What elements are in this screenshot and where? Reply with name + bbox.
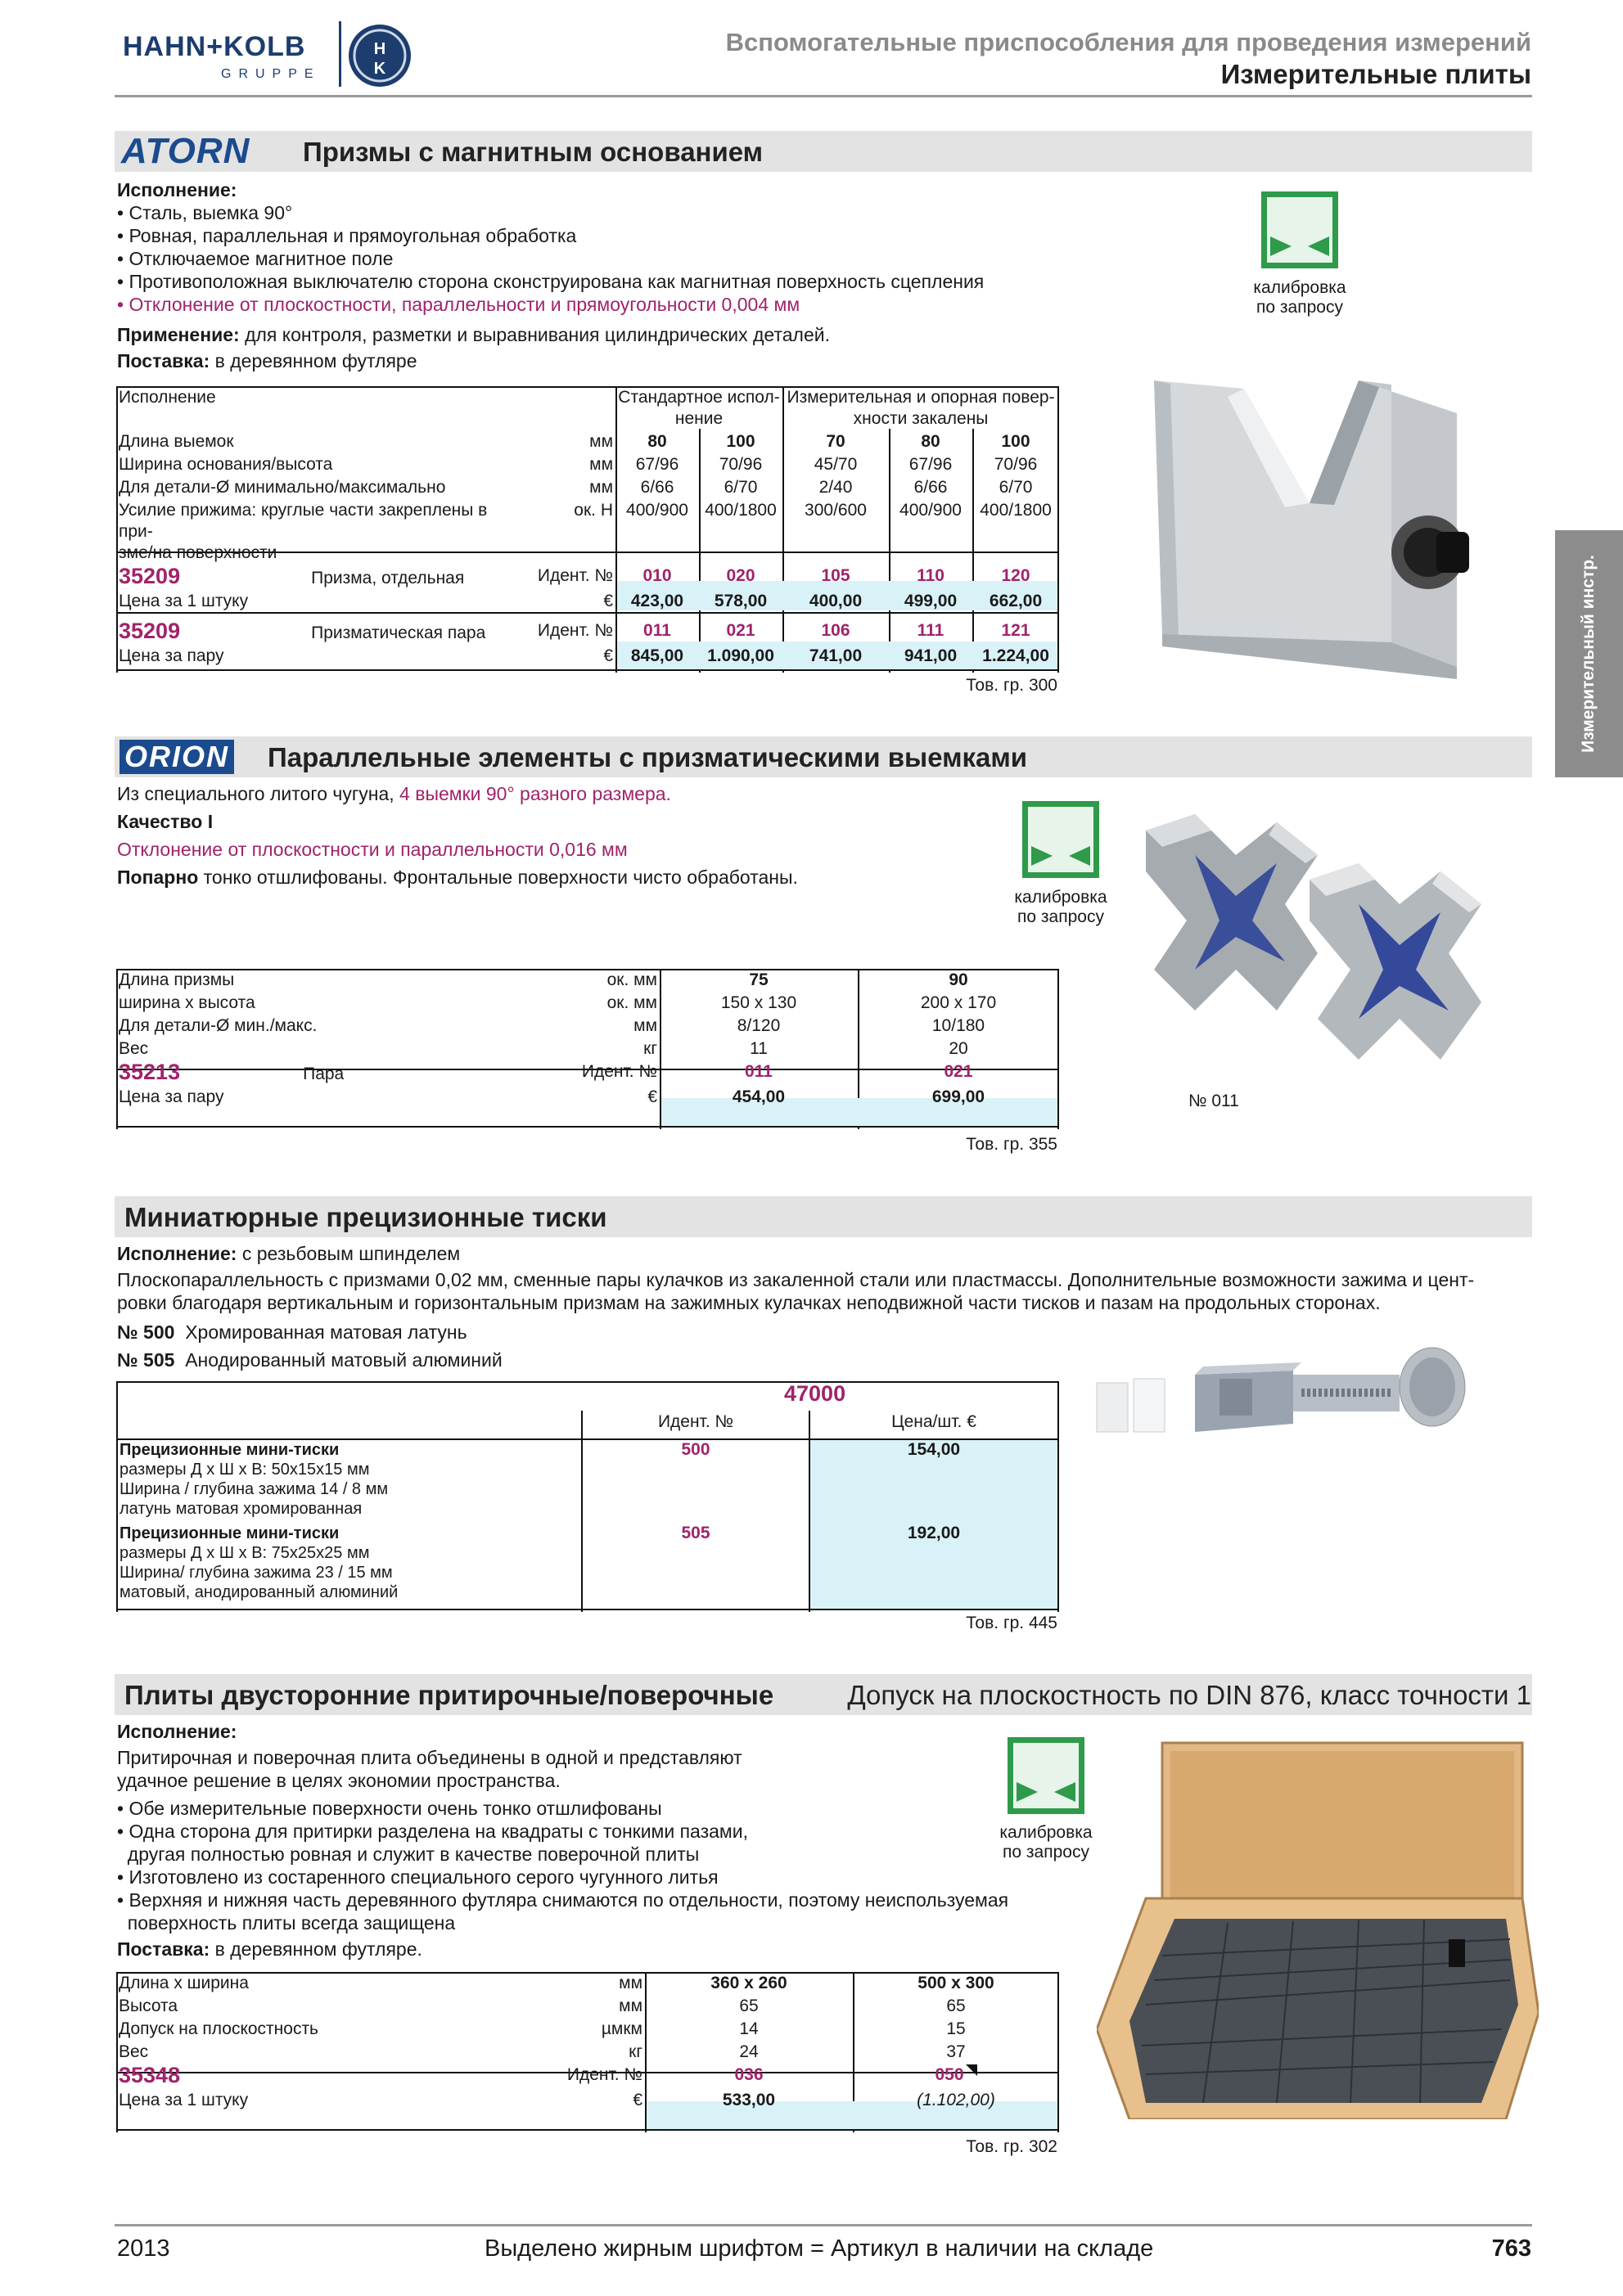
section3-description: Плоскопараллельность с призмами 0,02 мм, сменные пары кулачков из закаленной стали или пластмассы. Дополнительные возможности зажима и цент- ровки благодаря вертикальным и горизонтальным призмам на зажимных кулачках неподвижной части тисков и пазам на продольных сторонах. <box>117 1269 1475 1313</box>
table-row: Прецизионные мини-тиски размеры Д x Ш x В: 75x25x25 мм Ширина/ глубина зажима 23 / 15 мм матовый, анодированный алюминий <box>119 1524 399 1601</box>
table-row: Высота мм 65 65 <box>119 1997 966 2015</box>
header-rule <box>115 95 1532 97</box>
footer-note: Выделено жирным шрифтом = Артикул в наличии на складе <box>485 2235 1154 2262</box>
bullet-item: • Противоположная выключателю сторона сконструирована как магнитная поверхность сцепления <box>117 271 985 292</box>
price-value: 154,00 <box>907 1440 961 1459</box>
ident-number: 505 <box>681 1524 710 1542</box>
image-caption: № 011 <box>1188 1092 1239 1110</box>
section3-title: Миниатюрные прецизионные тиски <box>124 1202 607 1232</box>
section2-spec-table <box>116 969 1059 1115</box>
bullet-item: • Ровная, параллельная и прямоугольная обработка <box>117 225 577 246</box>
section4-bullets <box>117 1797 1099 1934</box>
product-group-label: Тов. гр. 355 <box>966 1135 1057 1154</box>
ident-number: 500 <box>681 1440 710 1459</box>
calibration-note: калибровка по запросу <box>1253 278 1346 317</box>
article-number: 35213 <box>119 1060 181 1084</box>
bullet-item: • Изготовлено из состаренного специального серого чугунного литья <box>117 1866 719 1888</box>
svg-text:H: H <box>373 40 386 58</box>
brand-atorn-logo: ATORN <box>121 131 250 171</box>
bullet-item: • Верхняя и нижняя часть деревянного футляра снимаются по отдельности, поэтому неиспользуемая поверхность плиты всегда защищена <box>117 1889 1009 1934</box>
section2-deviation: Отклонение от плоскостности и параллельности 0,016 мм <box>117 839 628 860</box>
table-row: Прецизионные мини-тиски размеры Д x Ш x В: 50x15x15 мм Ширина / глубина зажима 14 / 8 мм латунь матовая хромированная <box>119 1441 389 1518</box>
side-tab[interactable] <box>1555 530 1623 777</box>
calibration-note: калибровка по запросу <box>999 1823 1093 1862</box>
section1-application: Применение: для контроля, разметки и выравнивания цилиндрических деталей. <box>117 324 830 345</box>
section3-exec: Исполнение: с резьбовым шпинделем <box>117 1243 461 1264</box>
calibration-icon <box>1021 800 1100 879</box>
section2-title: Параллельные элементы с призматическими выемками <box>268 742 1028 772</box>
calibration-icon <box>1007 1736 1085 1815</box>
svg-text:K: K <box>373 60 386 78</box>
article-number: 35348 <box>119 2063 181 2087</box>
table-row: Длина призмы ок. мм 75 90 <box>119 970 968 989</box>
price-row: Цена за 1 штуку € 423,00 578,00 400,00 499,00 662,00 <box>119 592 1043 610</box>
calibration-icon <box>1260 191 1339 269</box>
bullet-item: • Обе измерительные поверхности очень тонко отшлифованы <box>117 1798 662 1819</box>
section1-supply: Поставка: в деревянном футляре <box>117 350 417 371</box>
table-row: Длина x ширина мм 360 x 260 500 x 300 <box>119 1974 994 1992</box>
section4-intro: Притирочная и поверочная плита объединены в одной и представляют удачное решение в целях экономии пространства. <box>117 1747 742 1791</box>
section1-title: Призмы с магнитным основанием <box>303 137 764 167</box>
product-group-label: Тов. гр. 302 <box>966 2137 1057 2156</box>
table-row: Для детали-Ø мин./макс. мм 8/120 10/180 <box>119 1016 985 1035</box>
section4-exec-label: Исполнение: <box>117 1721 237 1742</box>
table-row: Допуск на плоскостность µмкм 14 15 <box>119 2019 966 2038</box>
section2-pair-note: Попарно тонко отшлифованы. Фронтальные поверхности чисто обработаны. <box>117 867 798 888</box>
table-row: Ширина основания/высота мм 67/96 70/96 45/70 67/96 70/96 <box>119 455 1038 474</box>
brand-orion-logo: ORION <box>119 740 234 774</box>
section4-title: Плиты двусторонние притирочные/поверочные <box>124 1680 774 1710</box>
company-logo-text: HAHN+KOLB <box>123 31 306 62</box>
table-row: Для детали-Ø минимально/максимально мм 6/66 6/70 2/40 6/66 6/70 <box>119 478 1033 497</box>
product-image-magnetic-vblock <box>1146 364 1473 683</box>
footer-rule <box>115 2224 1532 2226</box>
side-tab-label: Измерительный инстр. <box>1579 555 1598 753</box>
price-row: Цена за пару € 845,00 1.090,00 741,00 941,00 1.224,00 <box>119 646 1049 665</box>
section1-spec-table <box>116 386 1059 668</box>
section4-title-right: Допуск на плоскостность по DIN 876, класс точности 1 <box>847 1680 1531 1710</box>
product-image-lapping-plate <box>1097 1735 1539 2119</box>
table-row: Вес кг 11 20 <box>119 1039 968 1058</box>
col-header-ident: Идент. № <box>657 1412 734 1431</box>
table-row: Усилие прижима: круглые части закреплены в при- зме/на поверхности ок. Н 400/900 400/1800 300/600 400/900 400/1800 <box>119 501 1052 562</box>
table-row: ширина x высота ок. мм 150 x 130 200 x 170 <box>119 993 997 1012</box>
bullet-item: • Одна сторона для притирки разделена на квадраты с тонкими пазами, другая полностью ровная и служит в качестве поверочной плиты <box>117 1821 748 1865</box>
page-number: 763 <box>1491 2235 1531 2262</box>
corner-marker-icon <box>966 2064 977 2076</box>
col-header-exec: Исполнение <box>119 388 216 407</box>
col-header-std: Стандартное испол- нение <box>618 388 780 428</box>
article-row: 35209 Призматическая пара Идент. № 011 021 106 111 121 <box>119 619 1030 643</box>
header-category: Вспомогательные приспособления для проведения измерений <box>725 28 1531 56</box>
product-image-mini-vise <box>1089 1342 1522 1465</box>
section2-material: Из специального литого чугуна, 4 выемки 90° разного размера. <box>117 783 671 804</box>
article-row: 35213 Пара Идент. № 011 021 <box>119 1060 973 1084</box>
table-row: Вес кг 24 37 <box>119 2042 966 2061</box>
section3-model-505: № 505 Анодированный матовый алюминий <box>117 1349 503 1371</box>
article-number: 35209 <box>119 564 181 588</box>
company-emblem-icon <box>347 23 413 88</box>
article-number: 47000 <box>784 1381 846 1406</box>
bullet-item: • Отключаемое магнитное поле <box>117 248 394 269</box>
section3-model-500: № 500 Хромированная матовая латунь <box>117 1321 467 1343</box>
product-image-vblock-pair <box>1129 806 1498 1084</box>
article-row: 35209 Призма, отдельная Идент. № 010 020 105 110 120 <box>119 564 1030 588</box>
section4-spec-table <box>116 1972 1059 2118</box>
table-row: Длина выемок мм 80 100 70 80 100 <box>119 432 1030 451</box>
section2-quality: Качество I <box>117 811 214 832</box>
product-group-label: Тов. гр. 300 <box>966 676 1057 695</box>
section4-supply: Поставка: в деревянном футляре. <box>117 1938 422 1960</box>
bullet-item: • Сталь, выемка 90° <box>117 202 293 223</box>
section1-exec-label: Исполнение: <box>117 179 237 200</box>
price-value: 192,00 <box>907 1524 961 1542</box>
col-header-price: Цена/шт. € <box>891 1412 976 1431</box>
product-group-label: Тов. гр. 445 <box>966 1614 1057 1632</box>
page-title: Измерительные плиты <box>1220 59 1531 89</box>
article-number: 35209 <box>119 619 181 643</box>
page-header <box>0 0 1623 102</box>
calibration-note: калибровка по запросу <box>1014 888 1107 926</box>
price-row: Цена за пару € 454,00 699,00 <box>119 1087 985 1106</box>
bullet-item: • Отклонение от плоскостности, параллельности и прямоугольности 0,004 мм <box>117 294 800 315</box>
price-row: Цена за 1 штуку € 533,00 (1.102,00) <box>119 2091 995 2109</box>
section1-bullets <box>117 201 1140 316</box>
col-header-meas: Измерительная и опорная повер- хности закалены <box>787 388 1055 428</box>
footer-year: 2013 <box>117 2235 170 2262</box>
company-logo-subtext: GRUPPE <box>221 67 321 81</box>
company-logo-divider <box>339 21 341 87</box>
article-row: 35348 Идент. № 036 050 <box>116 2064 1059 2089</box>
